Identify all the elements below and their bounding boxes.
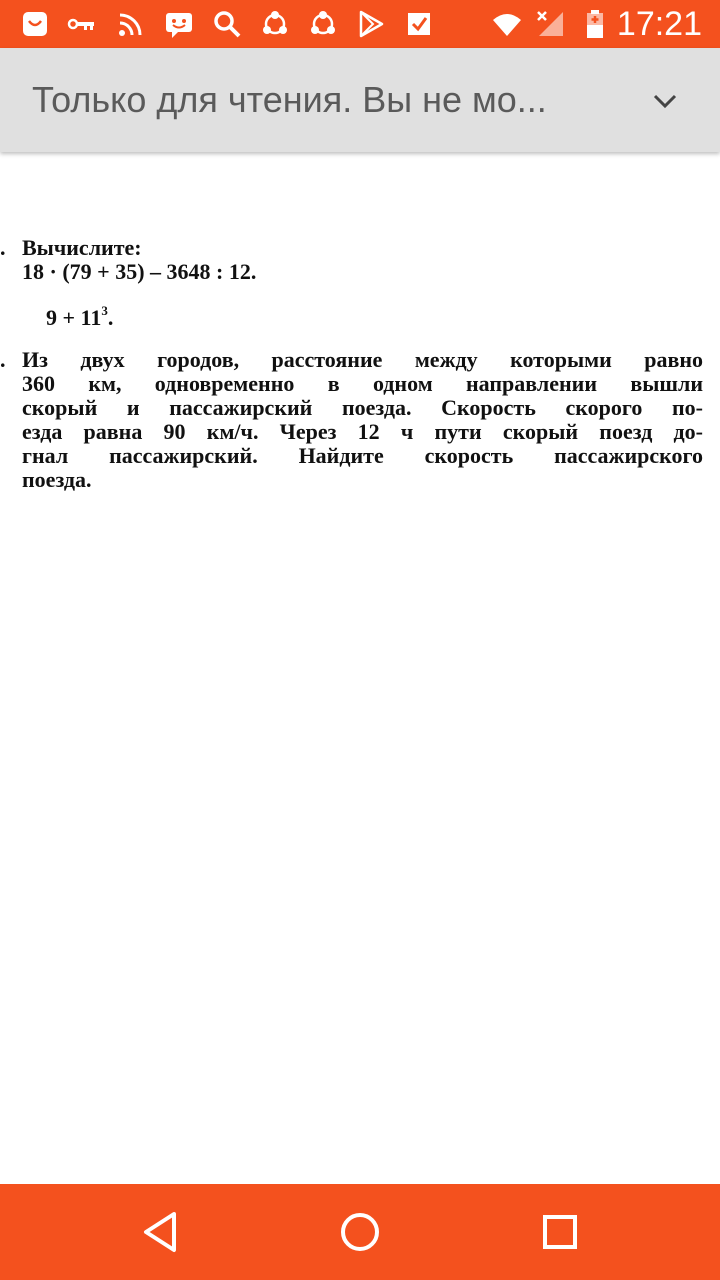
task1-heading: Вычислите: <box>22 235 142 260</box>
task1-expr1: 18 · (79 + 35) – 3648 : 12. <box>22 259 257 284</box>
share-icon-2 <box>308 9 338 39</box>
search-icon <box>212 9 242 39</box>
app-bag-icon <box>20 9 50 39</box>
task2-bullet: . <box>0 347 6 372</box>
battery-icon <box>580 9 610 39</box>
app-header <box>0 48 720 152</box>
task2-line: 360 км, одновременно в одном направлении вышли <box>22 371 703 396</box>
share-icon <box>260 9 290 39</box>
task2-line: Из двух городов, расстояние между которыми равно <box>22 347 703 372</box>
status-bar <box>0 0 720 48</box>
task2-line: гнал пассажирский. Найдите скорость пассажирского <box>22 443 703 468</box>
status-time: 17:21 <box>616 5 702 43</box>
task1-expr2 <box>46 303 114 330</box>
rss-icon <box>116 9 146 39</box>
play-store-icon <box>356 9 386 39</box>
back-triangle-icon[interactable] <box>134 1206 186 1258</box>
wifi-icon <box>492 9 522 39</box>
check-icon <box>404 9 434 39</box>
home-circle-icon[interactable] <box>334 1206 386 1258</box>
recents-square-icon[interactable] <box>534 1206 586 1258</box>
task1-bullet: . <box>0 235 6 260</box>
navigation-bar <box>0 1184 720 1280</box>
task2-last-line: поезда. <box>22 467 92 492</box>
task2-line: скорый и пассажирский поезда. Скорость скорого по- <box>22 395 703 420</box>
task1-expr2-base: 9 + 11 <box>46 305 102 330</box>
chat-icon <box>164 9 194 39</box>
task1-expr2-exponent: 3 <box>101 303 108 318</box>
task1-expr2-end: . <box>107 305 114 330</box>
chevron-down-icon[interactable] <box>648 84 682 118</box>
signal-icon <box>536 9 566 39</box>
task2-line: езда равна 90 км/ч. Через 12 ч пути скорый поезд до- <box>22 419 703 444</box>
key-icon <box>66 9 96 39</box>
header-title[interactable]: Только для чтения. Вы не мо... <box>32 79 547 120</box>
